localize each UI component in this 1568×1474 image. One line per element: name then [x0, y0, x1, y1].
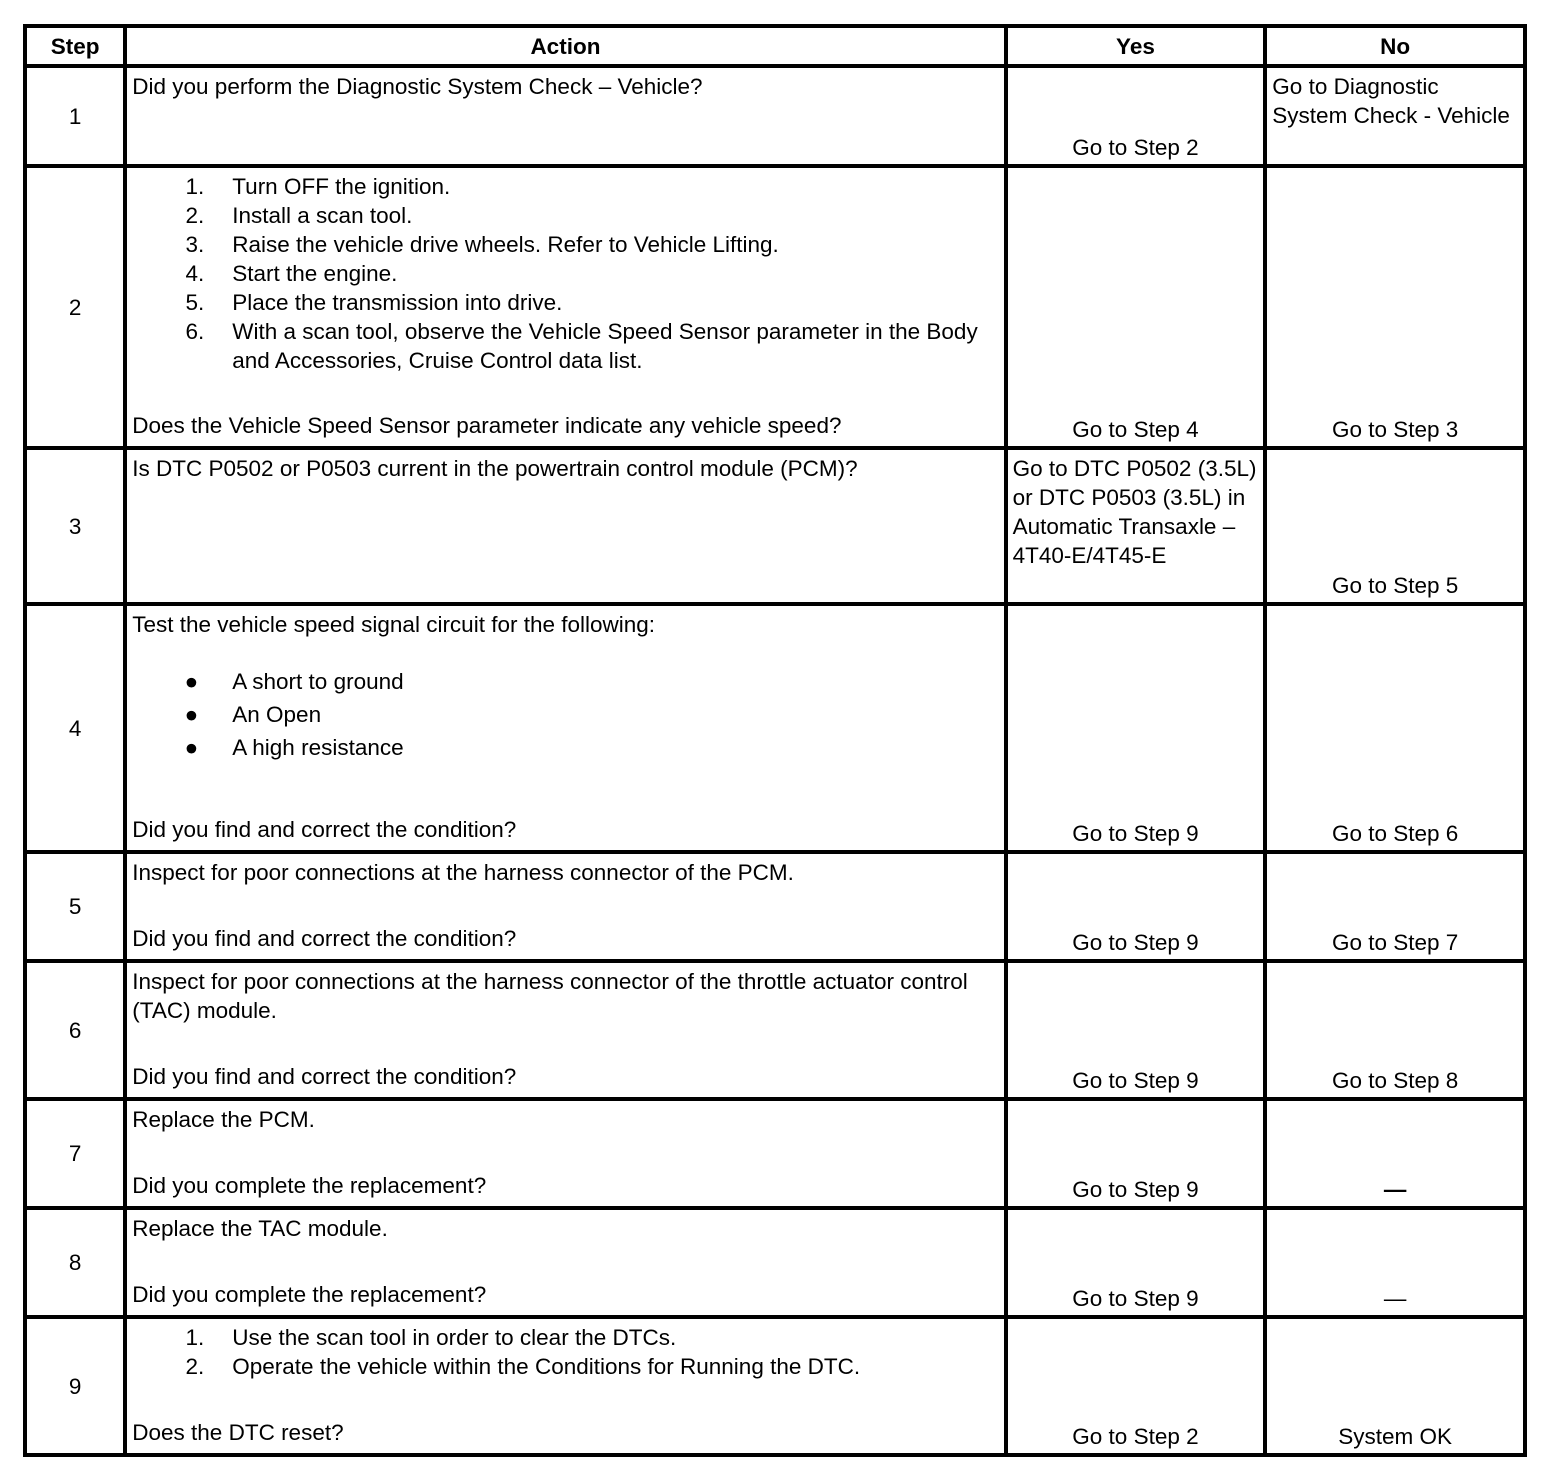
question-text: Did you find and correct the condition? [132, 926, 517, 951]
list-item: ● A high resistance [132, 733, 998, 762]
list-item: 5. Place the transmission into drive. [185, 290, 563, 315]
step-number: 1 [25, 66, 125, 166]
question-text: Did you perform the Diagnostic System Check – Vehicle? [132, 74, 703, 99]
step-number: 4 [25, 604, 125, 852]
yes-cell: Go to Step 9 [1006, 1099, 1266, 1208]
list-item: 1. Use the scan tool in order to clear the DTCs. [185, 1325, 677, 1350]
question-text: Is DTC P0502 or P0503 current in the powertrain control module (PCM)? [132, 456, 858, 481]
action-cell [125, 604, 1005, 852]
table-row [25, 66, 1525, 166]
intro-text: Inspect for poor connections at the harness connector of the throttle actuator control (TAC) module. [132, 969, 968, 1023]
header-row [25, 26, 1525, 66]
intro-text: Replace the PCM. [132, 1107, 315, 1132]
list-item: 4. Start the engine. [185, 261, 398, 286]
yes-cell: Go to Step 9 [1006, 961, 1266, 1099]
action-cell [125, 66, 1005, 166]
table-row [25, 852, 1525, 961]
action-cell [125, 961, 1005, 1099]
question-text: Does the Vehicle Speed Sensor parameter indicate any vehicle speed? [132, 413, 842, 438]
action-cell [125, 1099, 1005, 1208]
yes-cell: Go to Step 4 [1006, 166, 1266, 448]
header-step: Step [25, 26, 125, 66]
table-row [25, 166, 1525, 448]
table-row [25, 961, 1525, 1099]
no-cell: Go to Step 6 [1265, 604, 1525, 852]
no-cell: System OK [1265, 1317, 1525, 1455]
yes-cell: Go to Step 9 [1006, 604, 1266, 852]
yes-cell: Go to Step 9 [1006, 1208, 1266, 1317]
yes-cell: Go to DTC P0502 (3.5L) or DTC P0503 (3.5L) in Automatic Transaxle – 4T40-E/4T45-E [1006, 448, 1266, 604]
no-cell: — [1265, 1099, 1525, 1208]
action-cell [125, 1317, 1005, 1455]
step-number: 2 [25, 166, 125, 448]
yes-cell: Go to Step 2 [1006, 66, 1266, 166]
table-row [25, 604, 1525, 852]
list-item: 2. Install a scan tool. [185, 203, 413, 228]
step-number: 8 [25, 1208, 125, 1317]
header-action: Action [125, 26, 1005, 66]
no-cell: Go to Step 5 [1265, 448, 1525, 604]
instruction-list [132, 172, 998, 375]
bullet-icon: ● [184, 669, 199, 694]
question-text: Did you complete the replacement? [132, 1282, 487, 1307]
diagnostic-table [23, 24, 1527, 1457]
no-cell: Go to Diagnostic System Check - Vehicle [1265, 66, 1525, 166]
table-row [25, 1099, 1525, 1208]
list-item: 3. Raise the vehicle drive wheels. Refer to Vehicle Lifting. [185, 232, 779, 257]
question-text: Does the DTC reset? [132, 1420, 344, 1445]
action-cell [125, 448, 1005, 604]
question-text: Did you complete the replacement? [132, 1173, 487, 1198]
list-item: 6. With a scan tool, observe the Vehicle Speed Sensor parameter in the Body and Accessories, Cruise Control data list. [185, 319, 978, 373]
list-item: 1. Turn OFF the ignition. [185, 174, 451, 199]
question-text: Did you find and correct the condition? [132, 817, 517, 842]
action-cell [125, 1208, 1005, 1317]
yes-cell: Go to Step 9 [1006, 852, 1266, 961]
list-item: ● An Open [132, 700, 998, 729]
header-yes: Yes [1006, 26, 1266, 66]
table-row [25, 1208, 1525, 1317]
intro-text: Test the vehicle speed signal circuit for the following: [132, 612, 656, 637]
step-number: 3 [25, 448, 125, 604]
list-item: ● A short to ground [132, 667, 998, 696]
no-cell: Go to Step 8 [1265, 961, 1525, 1099]
no-cell: Go to Step 3 [1265, 166, 1525, 448]
yes-cell: Go to Step 2 [1006, 1317, 1266, 1455]
no-cell: Go to Step 7 [1265, 852, 1525, 961]
header-no: No [1265, 26, 1525, 66]
bullet-list [132, 667, 998, 762]
table-row [25, 1317, 1525, 1455]
table-row [25, 448, 1525, 604]
action-cell [125, 852, 1005, 961]
question-text: Did you find and correct the condition? [132, 1064, 517, 1089]
step-number: 6 [25, 961, 125, 1099]
list-item: 2. Operate the vehicle within the Conditions for Running the DTC. [185, 1354, 861, 1379]
step-number: 5 [25, 852, 125, 961]
instruction-list [132, 1323, 998, 1381]
bullet-icon: ● [184, 702, 199, 727]
intro-text: Inspect for poor connections at the harness connector of the PCM. [132, 860, 794, 885]
bullet-icon: ● [184, 735, 199, 760]
step-number: 9 [25, 1317, 125, 1455]
action-cell [125, 166, 1005, 448]
step-number: 7 [25, 1099, 125, 1208]
intro-text: Replace the TAC module. [132, 1216, 388, 1241]
no-cell: — [1265, 1208, 1525, 1317]
